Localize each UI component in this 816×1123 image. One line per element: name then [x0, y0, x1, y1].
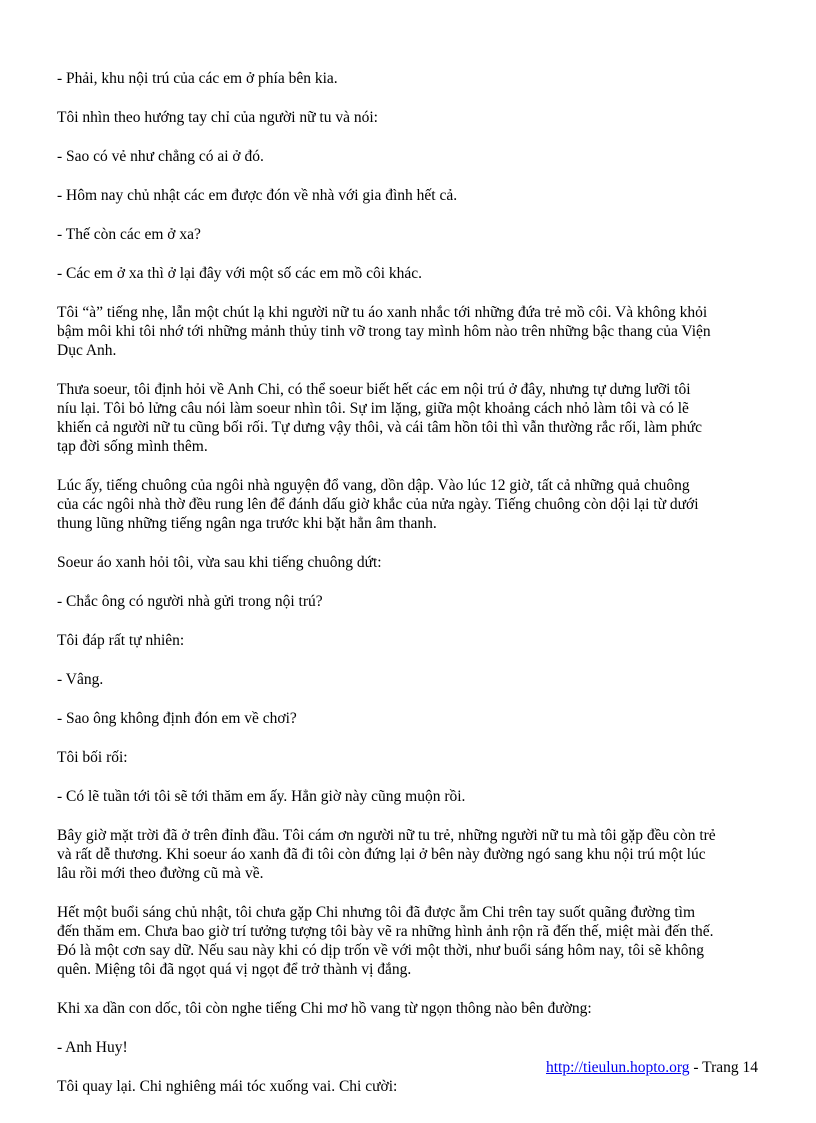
paragraph: - Vâng.	[57, 671, 104, 688]
paragraph: Tôi quay lại. Chi nghiêng mái tóc xuống vai. Chi cười:	[57, 1078, 398, 1095]
footer-separator: -	[689, 1059, 703, 1076]
paragraph: - Anh Huy!	[57, 1039, 128, 1056]
paragraph: Khi xa dần con dốc, tôi còn nghe tiếng Chi mơ hồ vang từ ngọn thông nào bên đường:	[57, 1000, 592, 1017]
paragraph: - Hôm nay chủ nhật các em được đón về nhà với gia đình hết cả.	[57, 187, 458, 204]
paragraph: Tôi nhìn theo hướng tay chỉ của người nữ tu và nói:	[57, 109, 378, 126]
paragraph: - Chắc ông có người nhà gửi trong nội trú?	[57, 593, 323, 610]
paragraph: - Phải, khu nội trú của các em ở phía bên kia.	[57, 70, 338, 87]
paragraph: Thưa soeur, tôi định hỏi về Anh Chi, có thể soeur biết hết các em nội trú ở đây, nhưng tự dưng lưỡi tôi níu lại. Tôi bỏ lửng câu nói làm soeur nhìn tôi. Sự im lặng, giữa một khoảng cách nhỏ làm tôi và có lẽ khiến cả người nữ tu cũng bối rối. Tự dưng vậy thôi, và cái tâm hồn tôi thì vẫn thường rắc rối, làm phức tạp đời sống mình thêm.	[57, 381, 703, 455]
document-body	[57, 69, 763, 1116]
paragraph: Bây giờ mặt trời đã ở trên đỉnh đầu. Tôi cám ơn người nữ tu trẻ, những người nữ tu mà tôi gặp đều còn trẻ và rất dễ thương. Khi soeur áo xanh đã đi tôi còn đứng lại ở bên này đường ngó sang khu nội trú một lúc lâu rồi mới theo đường cũ mà về.	[57, 827, 716, 882]
paragraph: Lúc ấy, tiếng chuông của ngôi nhà nguyện đổ vang, dồn dập. Vào lúc 12 giờ, tất cả những quả chuông của các ngôi nhà thờ đều rung lên để đánh dấu giờ khắc của nửa ngày. Tiếng chuông còn dội lại từ dưới thung lũng những tiếng ngân nga trước khi bặt hẳn âm thanh.	[57, 477, 699, 532]
paragraph: - Thế còn các em ở xa?	[57, 226, 201, 243]
paragraph: Soeur áo xanh hỏi tôi, vừa sau khi tiếng chuông dứt:	[57, 554, 382, 571]
paragraph: - Sao ông không định đón em về chơi?	[57, 710, 297, 727]
paragraph: Hết một buổi sáng chủ nhật, tôi chưa gặp Chi nhưng tôi đã được ẵm Chi trên tay suốt quãng đường tìm đến thăm em. Chưa bao giờ trí tưởng tượng tôi bày vẽ ra những hình ảnh rộn rã đến thế, miệt mài đến thế. Đó là một cơn say dữ. Nếu sau này khi có dịp trốn về với một thời, như buổi sáng hôm nay, tôi sẽ không quên. Miệng tôi đã ngọt quá vị ngọt để trở thành vị đắng.	[57, 904, 714, 978]
page-number: Trang 14	[702, 1059, 758, 1076]
paragraph: - Có lẽ tuần tới tôi sẽ tới thăm em ấy. Hẳn giờ này cũng muộn rồi.	[57, 788, 466, 805]
paragraph: Tôi “à” tiếng nhẹ, lẫn một chút lạ khi người nữ tu áo xanh nhắc tới những đứa trẻ mồ côi. Và không khỏi bậm môi khi tôi nhớ tới những mảnh thủy tinh vỡ trong tay mình hôm nào trên những bậc thang của Viện Dục Anh.	[57, 304, 711, 359]
paragraph: Tôi bối rối:	[57, 749, 128, 766]
page-footer	[400, 1058, 758, 1077]
paragraph: Tôi đáp rất tự nhiên:	[57, 632, 185, 649]
source-link[interactable]: http://tieulun.hopto.org	[545, 1059, 690, 1076]
paragraph: - Các em ở xa thì ở lại đây với một số các em mồ côi khác.	[57, 265, 423, 282]
paragraph: - Sao có vẻ như chẳng có ai ở đó.	[57, 148, 264, 165]
